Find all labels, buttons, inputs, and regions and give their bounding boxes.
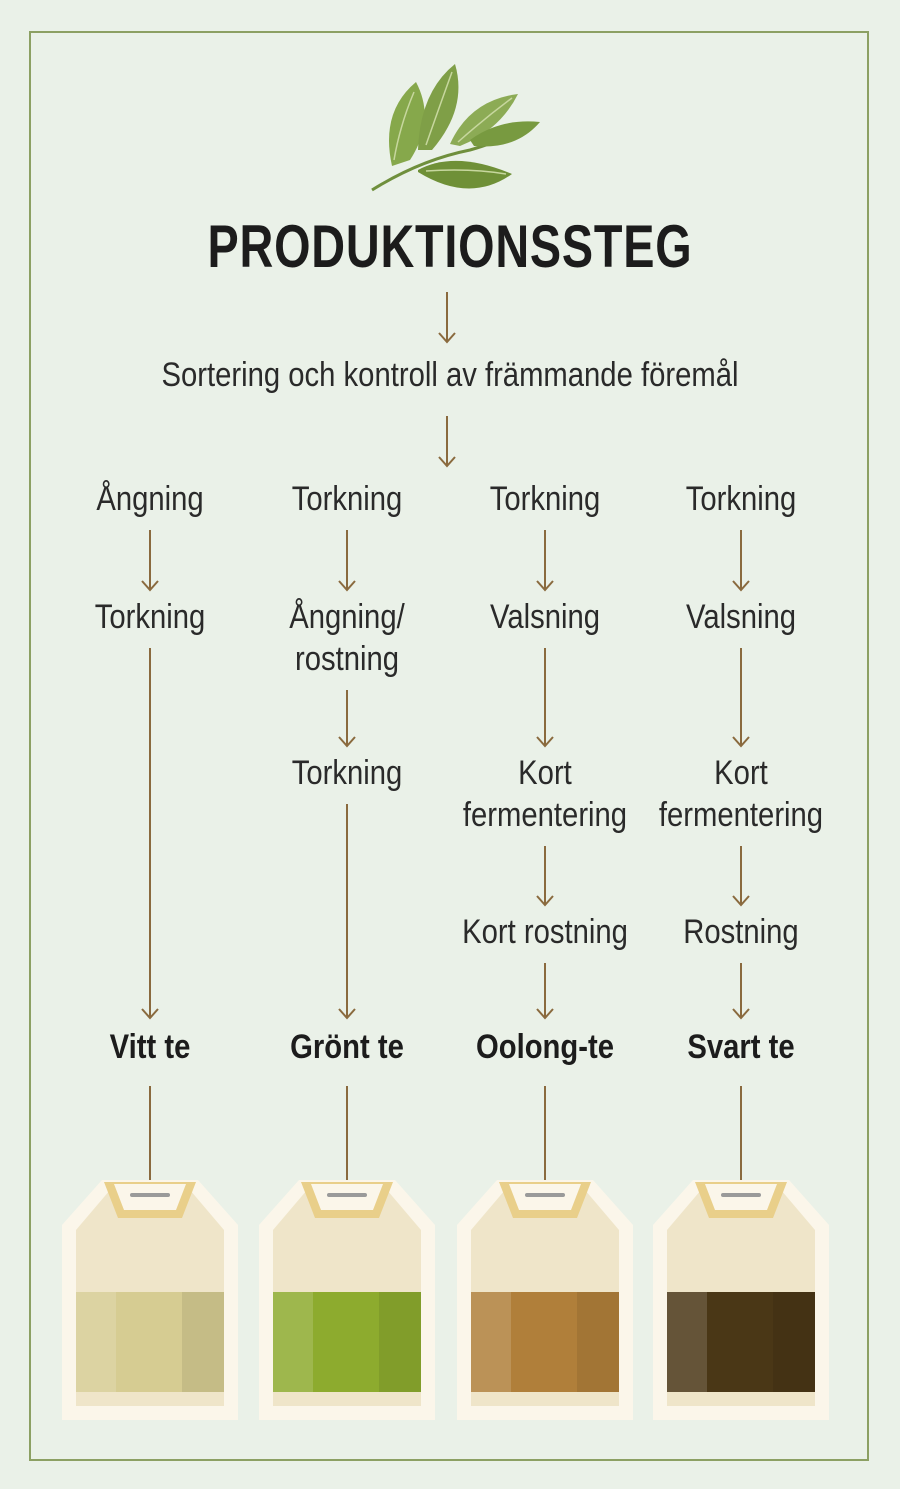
arrow-title-to-sorting: [439, 292, 455, 342]
tea-bag-icon: [62, 1180, 238, 1420]
arrow-col1-2: [142, 648, 158, 1018]
tea-bag-icon: [653, 1180, 829, 1420]
arrow-col2-3: [339, 804, 355, 1018]
arrow-col3-3: [537, 846, 553, 905]
step-col4-3: Kort fermentering: [658, 754, 824, 834]
arrow-col1-1: [142, 530, 158, 590]
tea-bag-icon: [457, 1180, 633, 1420]
step-col3-1: Torkning: [489, 480, 601, 518]
step-col4-2: Valsning: [686, 598, 796, 636]
step-col3-3: Kort fermentering: [462, 754, 628, 834]
step-col1-1: Ångning: [96, 480, 204, 518]
arrow-sorting-to-columns: [439, 416, 455, 466]
tea-type-3: Oolong-te: [475, 1028, 615, 1066]
tea-bag-icon: [259, 1180, 435, 1420]
step-col3-2: Valsning: [490, 598, 600, 636]
arrow-col2-1: [339, 530, 355, 590]
arrow-col4-1: [733, 530, 749, 590]
step-col2-3: Torkning: [291, 754, 403, 792]
arrow-col4-2: [733, 648, 749, 746]
tea-type-1: Vitt te: [109, 1028, 191, 1066]
first-step: Sortering och kontroll av främmande föremål: [161, 356, 739, 394]
tea-type-4: Svart te: [687, 1028, 795, 1066]
step-col4-1: Torkning: [685, 480, 797, 518]
arrow-col4-3: [733, 846, 749, 905]
step-col1-2: Torkning: [94, 598, 206, 636]
step-col3-4: Kort rostning: [462, 913, 628, 951]
tea-type-2: Grönt te: [290, 1028, 404, 1066]
page-title: PRODUKTIONSSTEG: [207, 213, 693, 280]
step-col4-4: Rostning: [683, 913, 799, 951]
step-col2-2: Ångning/ rostning: [289, 598, 405, 678]
step-col2-1: Torkning: [291, 480, 403, 518]
arrow-col3-2: [537, 648, 553, 746]
arrow-col2-2: [339, 690, 355, 746]
arrow-col4-4: [733, 963, 749, 1018]
arrow-col3-1: [537, 530, 553, 590]
arrow-col3-4: [537, 963, 553, 1018]
